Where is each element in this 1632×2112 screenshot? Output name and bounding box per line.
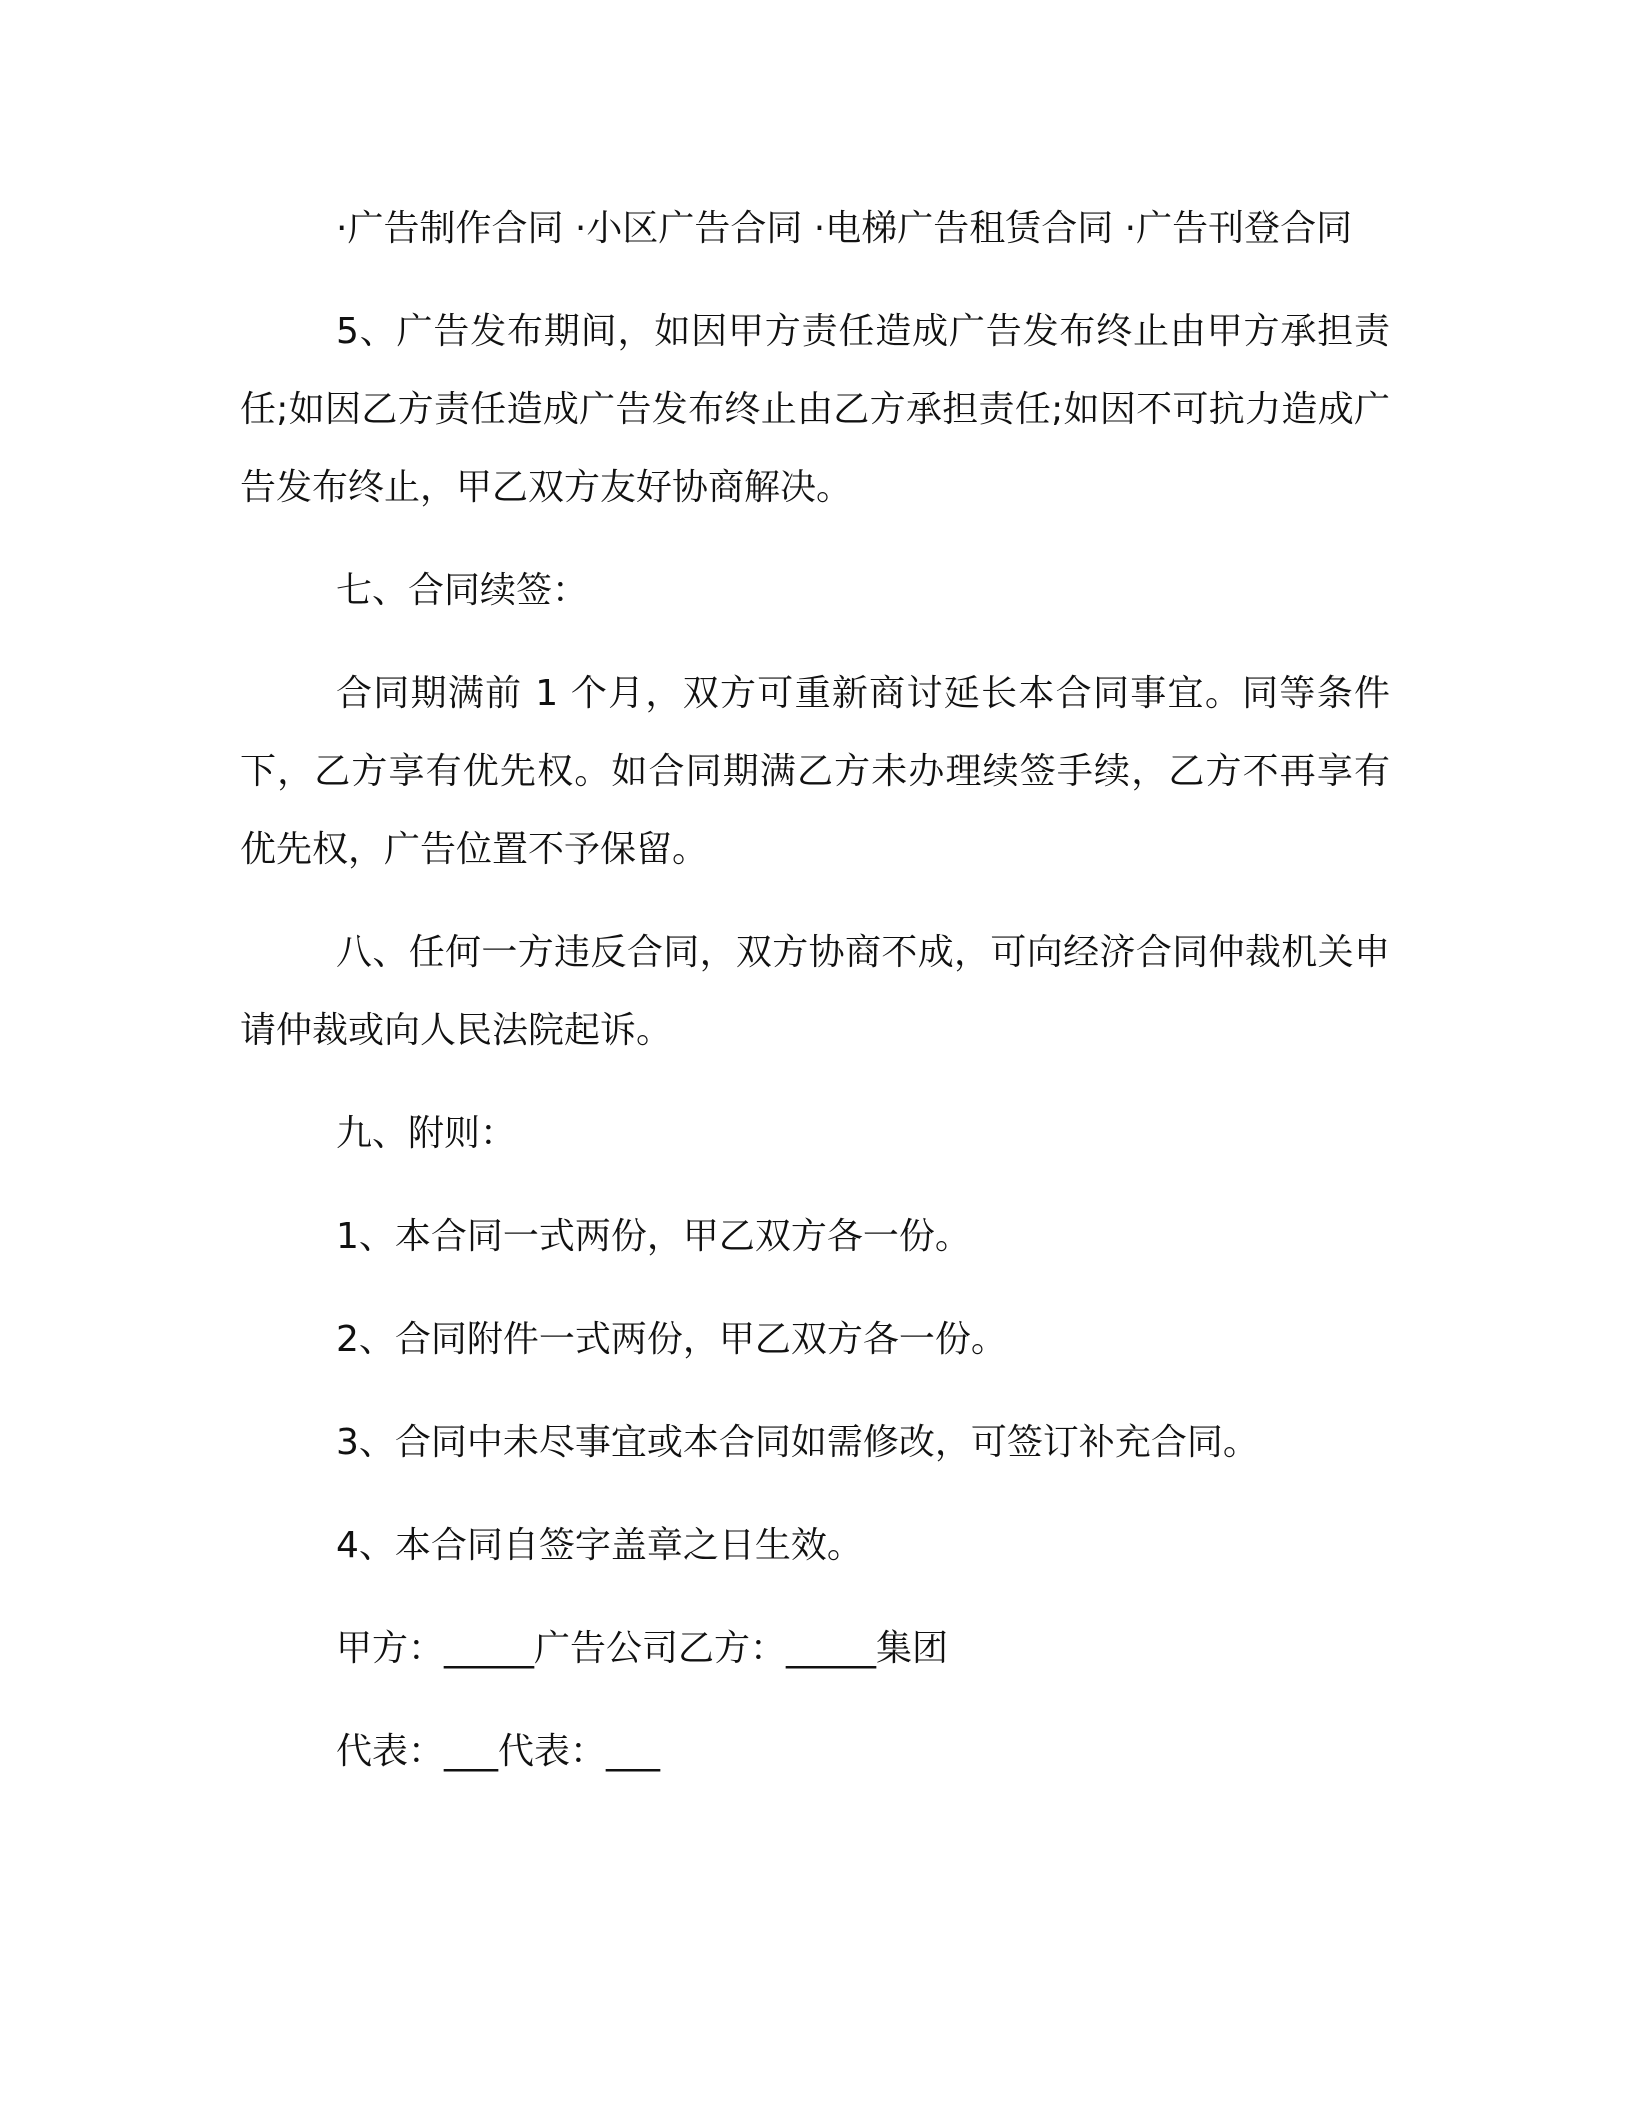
party-signature-line: 甲方：_____广告公司乙方：_____集团: [336, 1628, 949, 1669]
section-9-item-1: 1、本合同一式两份，甲乙双方各一份。: [336, 1216, 971, 1257]
section-7-heading: 七、合同续签：: [336, 570, 589, 611]
document-page: [240, 190, 1390, 1816]
section-9-item-4: 4、本合同自签字盖章之日生效。: [336, 1525, 863, 1566]
related-contract-links: ·广告制作合同 ·小区广告合同 ·电梯广告租赁合同 ·广告刊登合同: [336, 208, 1353, 249]
representative-signature-line: 代表：___代表：___: [336, 1731, 661, 1772]
section-9-item-3: 3、合同中未尽事宜或本合同如需修改，可签订补充合同。: [336, 1422, 1259, 1463]
section-8-paragraph: 八、任何一方违反合同，双方协商不成，可向经济合同仲裁机关申请仲裁或向人民法院起诉。: [240, 932, 1390, 1051]
section-7-body: 合同期满前 1 个月，双方可重新商讨延长本合同事宜。同等条件下，乙方享有优先权。如合同期满乙方未办理续签手续，乙方不再享有优先权，广告位置不予保留。: [240, 673, 1390, 870]
section-9-item-2: 2、合同附件一式两份，甲乙双方各一份。: [336, 1319, 1007, 1360]
section-9-heading: 九、附则：: [336, 1113, 517, 1154]
clause-5-paragraph: 5、广告发布期间，如因甲方责任造成广告发布终止由甲方承担责任;如因乙方责任造成广告发布终止由乙方承担责任;如因不可抗力造成广告发布终止，甲乙双方友好协商解决。: [240, 311, 1390, 508]
